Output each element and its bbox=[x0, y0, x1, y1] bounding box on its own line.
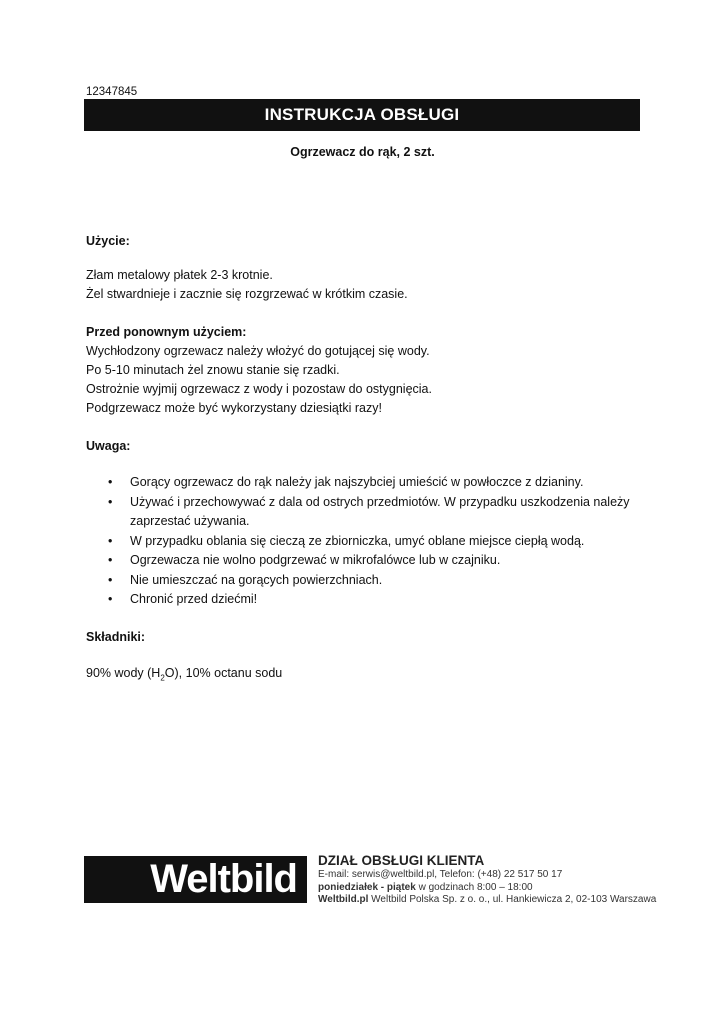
warning-text: W przypadku oblania się cieczą ze zbiorniczka, umyć oblane miejsce ciepłą wodą. bbox=[130, 533, 585, 548]
hours-line: poniedziałek - piątek w godzinach 8:00 – 18:00 bbox=[318, 881, 533, 893]
logo-text: Weltbild bbox=[150, 857, 297, 901]
usage-line: Żel stwardnieje i zacznie się rozgrzewać w krótkim czasie. bbox=[86, 287, 408, 301]
warning-text: Ogrzewacza nie wolno podgrzewać w mikrofalówce lub w czajniku. bbox=[130, 553, 501, 567]
bullet-icon: • bbox=[108, 553, 113, 567]
bullet-icon: • bbox=[108, 475, 113, 489]
warning-text: Gorący ogrzewacz do rąk należy jak najszybciej umieścić w powłoczce z dzianiny. bbox=[130, 475, 584, 489]
list-item bbox=[86, 571, 630, 591]
bullet-icon: • bbox=[108, 592, 113, 606]
bullet-icon: • bbox=[108, 572, 113, 587]
usage-line: Złam metalowy płatek 2-3 krotnie. bbox=[86, 268, 273, 282]
usage-heading: Użycie: bbox=[86, 234, 130, 248]
reuse-line: Po 5-10 minutach żel znowu stanie się rzadki. bbox=[86, 363, 340, 377]
ingredients-text: 90% wody $(H_2O)$, 10% octanu sodu bbox=[86, 666, 283, 683]
document-code: 12347845 bbox=[86, 86, 138, 98]
weltbild-logo bbox=[84, 856, 307, 903]
bullet-icon: • bbox=[108, 494, 113, 509]
reuse-heading: Przed ponownym użyciem: bbox=[86, 325, 247, 339]
reuse-line: Wychłodzony ogrzewacz należy włożyć do gotującej się wody. bbox=[86, 344, 430, 358]
title-bar bbox=[84, 99, 640, 131]
document-title: INSTRUKCJA OBSŁUGI bbox=[264, 105, 460, 124]
document-subtitle: Ogrzewacz do rąk, 2 szt. bbox=[290, 145, 435, 159]
reuse-line: Ostrożnie wyjmij ogrzewacz z wody i pozostaw do ostygnięcia. bbox=[86, 382, 432, 396]
warning-list bbox=[86, 473, 630, 610]
list-item bbox=[86, 473, 630, 493]
list-item bbox=[86, 532, 630, 552]
list-item bbox=[86, 551, 630, 571]
ingredients-heading: Składniki: bbox=[86, 630, 146, 644]
list-item bbox=[86, 493, 630, 532]
reuse-line: Podgrzewacz może być wykorzystany dziesiątki razy! bbox=[86, 401, 382, 415]
warning-heading: Uwaga: bbox=[86, 439, 131, 453]
warning-text: Używać i przechowywać z dala od ostrych przedmiotów. W przypadku uszkodzenia należy zaprzestać używania. bbox=[130, 494, 630, 528]
contact-line: E-mail: serwis@weltbild.pl, Telefon: (+48) 22 517 50 17 bbox=[318, 869, 563, 880]
customer-service-heading: DZIAŁ OBSŁUGI KLIENTA bbox=[318, 853, 485, 868]
customer-service-info bbox=[318, 852, 656, 907]
bullet-icon: • bbox=[108, 533, 113, 548]
address-line: Weltbild.pl Weltbild Polska Sp. z o. o., ul. Hankiewicza 2, 02-103 Warszawa bbox=[318, 894, 657, 905]
warning-text: Chronić przed dziećmi! bbox=[130, 592, 258, 606]
list-item bbox=[86, 590, 630, 610]
warning-text: Nie umieszczać na gorących powierzchniach. bbox=[130, 572, 383, 587]
